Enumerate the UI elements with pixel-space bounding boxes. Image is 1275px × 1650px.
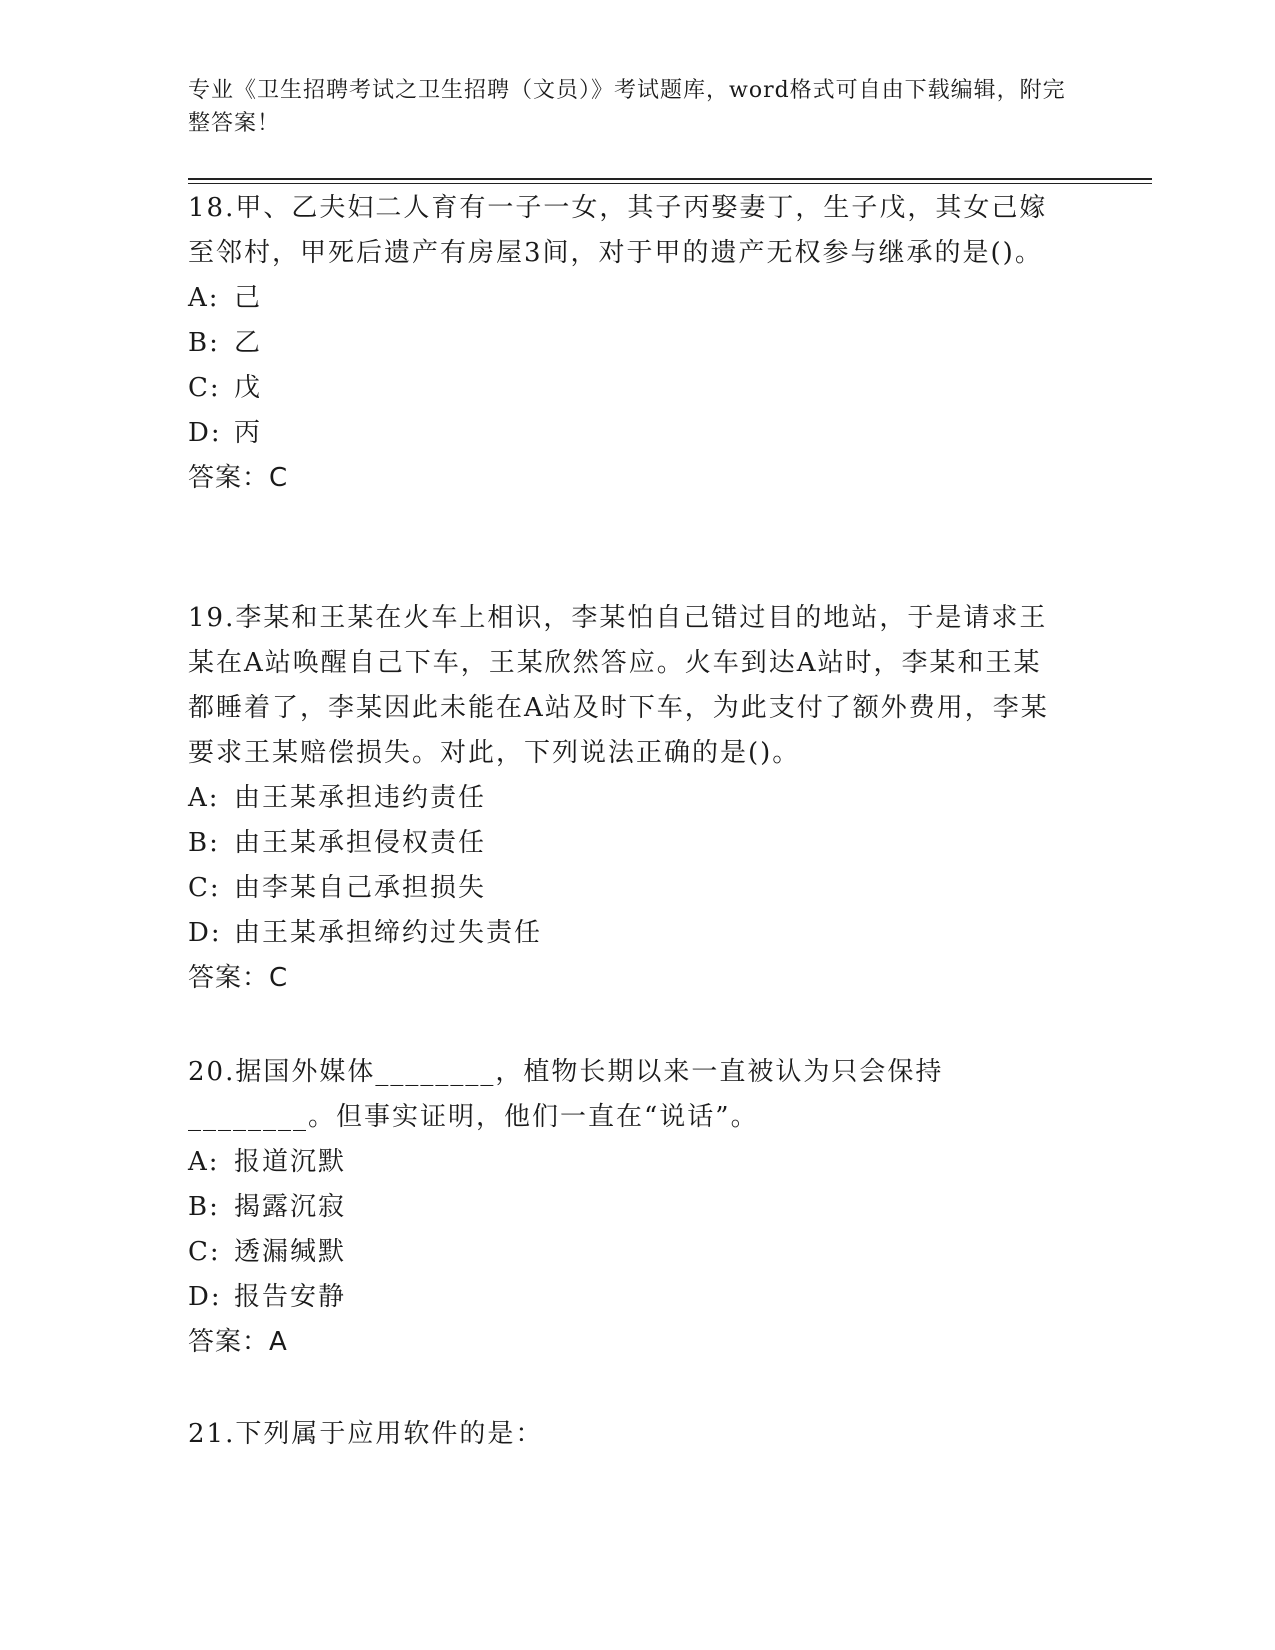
option-a: [188, 776, 1068, 821]
option-key: B:: [188, 1192, 220, 1222]
header-rule-thick: [188, 178, 1152, 180]
answer: 答案：C: [188, 963, 289, 993]
option-key: D:: [188, 1282, 222, 1312]
question-21: [188, 1412, 1068, 1457]
option-key: B:: [188, 828, 220, 858]
option-key: D:: [188, 918, 222, 948]
option-key: A:: [188, 1147, 220, 1177]
question-stem: 18.甲、乙夫妇二人育有一子一女，其子丙娶妻丁，生子戊，其女己嫁至邻村，甲死后遗产有房屋3间，对于甲的遗产无权参与继承的是()。: [188, 193, 1048, 268]
option-text: 由王某承担侵权责任: [234, 828, 487, 858]
option-text: 由王某承担违约责任: [234, 783, 487, 813]
option-key: A:: [188, 783, 220, 813]
question-18: [188, 186, 1068, 501]
option-d: [188, 411, 1068, 456]
question-stem: 20.据国外媒体________，植物长期以来一直被认为只会保持________。但事实证明，他们一直在“说话”。: [188, 1057, 944, 1132]
option-d: [188, 1275, 1068, 1320]
answer: 答案：C: [188, 463, 289, 493]
option-text: 报告安静: [234, 1282, 347, 1312]
option-key: C:: [188, 1237, 221, 1267]
option-key: D:: [188, 418, 222, 448]
option-text: 透漏缄默: [234, 1237, 347, 1267]
option-c: [188, 866, 1068, 911]
option-text: 己: [234, 283, 263, 313]
answer: 答案：A: [188, 1327, 288, 1357]
option-text: 报道沉默: [234, 1147, 347, 1177]
document-header: 专业《卫生招聘考试之卫生招聘（文员）》考试题库，word格式可自由下载编辑，附完整答案！: [188, 78, 1066, 136]
option-b: [188, 821, 1068, 866]
question-19: [188, 596, 1068, 1001]
option-text: 揭露沉寂: [234, 1192, 347, 1222]
option-key: C:: [188, 373, 221, 403]
option-key: A:: [188, 283, 220, 313]
option-c: [188, 1230, 1068, 1275]
header-rule-thin: [188, 183, 1152, 184]
option-text: 丙: [234, 418, 263, 448]
option-b: [188, 321, 1068, 366]
option-text: 由王某承担缔约过失责任: [234, 918, 543, 948]
option-key: B:: [188, 328, 220, 358]
option-d: [188, 911, 1068, 956]
option-key: C:: [188, 873, 221, 903]
question-20: [188, 1050, 1068, 1365]
option-text: 乙: [234, 328, 263, 358]
option-c: [188, 366, 1068, 411]
question-stem: 19.李某和王某在火车上相识，李某怕自己错过目的地站，于是请求王某在A站唤醒自己下车，王某欣然答应。火车到达A站时，李某和王某都睡着了，李某因此未能在A站及时下车，为此支付了额外费用，李某要求王某赔偿损失。对此，下列说法正确的是()。: [188, 603, 1049, 768]
option-a: [188, 276, 1068, 321]
option-text: 戊: [234, 373, 263, 403]
option-a: [188, 1140, 1068, 1185]
option-b: [188, 1185, 1068, 1230]
question-stem: 21.下列属于应用软件的是：: [188, 1419, 544, 1449]
option-text: 由李某自己承担损失: [234, 873, 487, 903]
